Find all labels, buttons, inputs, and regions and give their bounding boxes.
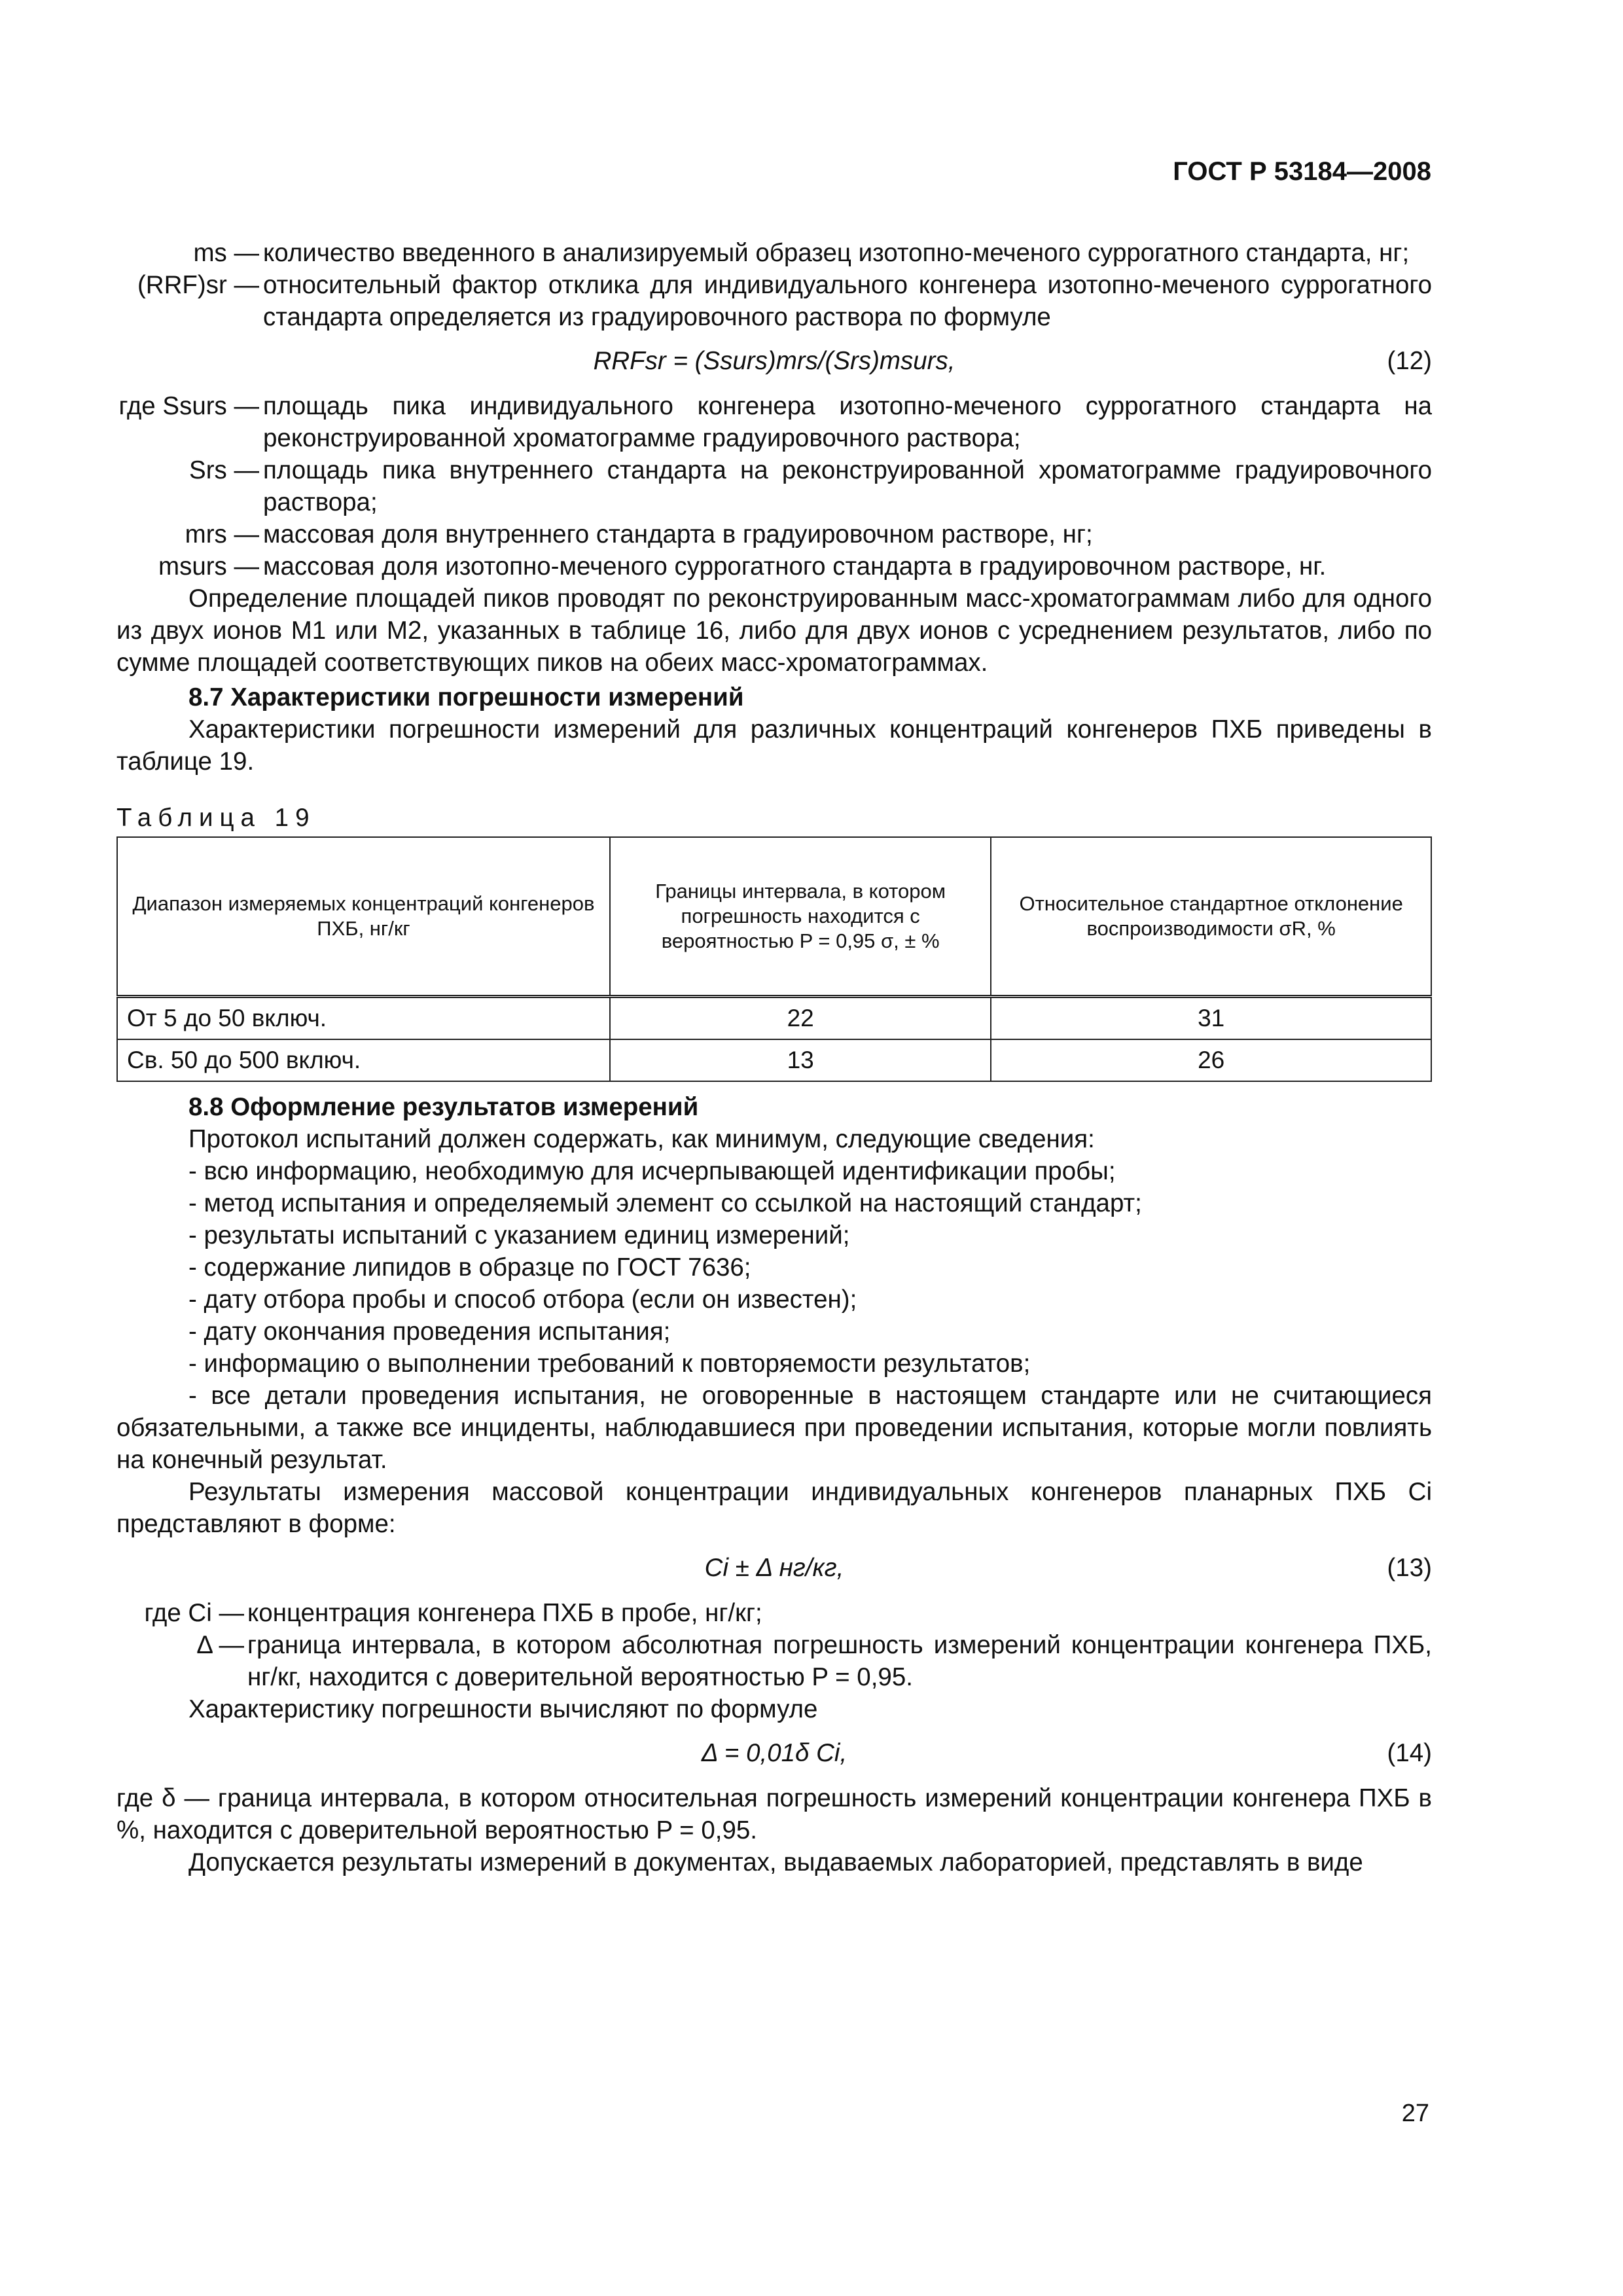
formula-text: Δ = 0,01δ Ci, (701, 1739, 847, 1767)
definition-text: граница интервала, в котором абсолютная погрешность измерений концентрации конгенера ПХБ, нг/кг, находится с доверительной вероятностью P = 0,95. (247, 1631, 1432, 1691)
document-header: ГОСТ Р 53184—2008 (1173, 157, 1431, 186)
definition-term: Srs — (189, 456, 259, 484)
list-item: - всю информацию, необходимую для исчерпывающей идентификации пробы; (188, 1157, 1116, 1185)
table-header-cell: Относительное стандартное отклонение воспроизводимости σR, % (991, 837, 1431, 997)
paragraph-8-8: Протокол испытаний должен содержать, как минимум, следующие сведения: (188, 1125, 1095, 1153)
table-header-cell: Границы интервала, в котором погрешность находится с вероятностью P = 0,95 σ, ± % (610, 837, 991, 997)
paragraph-calc: Характеристику погрешности вычисляют по формуле (188, 1695, 818, 1723)
definition-text: количество введенного в анализируемый образец изотопно-меченого суррогатного стандарта, нг; (263, 239, 1410, 267)
definition-term: (RRF)sr — (137, 271, 259, 299)
list-item: - содержание липидов в образце по ГОСТ 7636; (188, 1253, 751, 1282)
formula-number: (12) (1387, 347, 1432, 375)
list-item: - информацию о выполнении требований к повторяемости результатов; (188, 1350, 1031, 1378)
list-item: - результаты испытаний с указанием единиц измерений; (188, 1221, 850, 1249)
definition-srs (116, 454, 1432, 518)
paragraph-last: Допускается результаты измерений в документах, выдаваемых лабораторией, представлять в виде (188, 1848, 1363, 1876)
paragraph-peaks: Определение площадей пиков проводят по реконструированным масс-хроматограммам либо для одного из двух ионов М1 или М2, указанных в таблице 16, либо для двух ионов с усреднением результатов, либо по сумме площадей соответствующих пиков на обеих масс-хроматограммах. (116, 584, 1432, 677)
table-cell: 31 (991, 997, 1431, 1040)
definition-ms (116, 237, 1432, 269)
definition-ssurs (116, 390, 1432, 454)
list-item-last: - все детали проведения испытания, не оговоренные в настоящем стандарте или не считающиеся обязательными, а также все инциденты, наблюдавшиеся при проведении испытания, которые могли повлиять на конечный результат. (116, 1382, 1432, 1474)
formula-number: (13) (1387, 1554, 1432, 1582)
definition-term: где Ssurs — (118, 392, 259, 420)
definition-text: массовая доля изотопно-меченого суррогатного стандарта в градуировочном растворе, нг. (263, 552, 1327, 581)
definition-delta-relative: где δ — граница интервала, в котором относительная погрешность измерений концентрации конгенера ПХБ в %, находится с доверительной вероятностью P = 0,95. (116, 1784, 1432, 1844)
definition-term: mrs — (185, 520, 259, 548)
formula-12 (116, 345, 1432, 377)
definition-text: относительный фактор отклика для индивидуального конгенера изотопно-меченого суррогатного стандарта определяется из градуировочного раствора по формуле (263, 271, 1432, 331)
table-cell: Св. 50 до 500 включ. (117, 1039, 610, 1081)
formula-13 (116, 1552, 1432, 1584)
section-heading-8-7: 8.7 Характеристики погрешности измерений (188, 683, 744, 711)
table-header-row (117, 837, 1431, 997)
definition-text: площадь пика индивидуального конгенера изотопно-меченого суррогатного стандарта на реконструированной хроматограмме градуировочного раствора; (263, 392, 1432, 452)
page-number: 27 (1401, 2100, 1429, 2127)
definition-term: Δ — (196, 1631, 244, 1659)
formula-14 (116, 1737, 1432, 1769)
definition-msurs (116, 550, 1432, 583)
table-cell: 22 (610, 997, 991, 1040)
table-cell: 26 (991, 1039, 1431, 1081)
section-heading-8-8: 8.8 Оформление результатов измерений (188, 1093, 699, 1121)
table-caption: Таблица 19 (116, 804, 316, 832)
table-row (117, 1039, 1431, 1081)
list-item: - дату окончания проведения испытания; (188, 1318, 671, 1346)
table-cell: От 5 до 50 включ. (117, 997, 610, 1040)
definition-text: концентрация конгенера ПХБ в пробе, нг/кг; (247, 1599, 762, 1627)
definition-delta (116, 1629, 1432, 1693)
results-table (116, 836, 1432, 1082)
formula-number: (14) (1387, 1739, 1432, 1767)
formula-text: RRFsr = (Ssurs)mrs/(Srs)msurs, (593, 347, 955, 375)
page-content (116, 237, 1432, 1878)
list-item: - дату отбора пробы и способ отбора (если он известен); (188, 1285, 857, 1314)
definition-mrs (116, 518, 1432, 550)
paragraph-result-form: Результаты измерения массовой концентрации индивидуальных конгенеров планарных ПХБ Ci представляют в форме: (116, 1478, 1432, 1538)
definition-term: где Ci — (144, 1599, 244, 1627)
definition-text: площадь пика внутреннего стандарта на реконструированной хроматограмме градуировочного раствора; (263, 456, 1432, 516)
paragraph-8-7: Характеристики погрешности измерений для различных концентраций конгенеров ПХБ приведены в таблице 19. (116, 715, 1432, 776)
definition-term: ms — (193, 239, 259, 267)
definition-rrf (116, 269, 1432, 333)
definition-ci (116, 1597, 1432, 1629)
formula-text: Ci ± Δ нг/кг, (704, 1554, 844, 1582)
definition-text: массовая доля внутреннего стандарта в градуировочном растворе, нг; (263, 520, 1093, 548)
table-cell: 13 (610, 1039, 991, 1081)
table-row (117, 997, 1431, 1040)
list-item: - метод испытания и определяемый элемент со ссылкой на настоящий стандарт; (188, 1189, 1142, 1217)
table-header-cell: Диапазон измеряемых концентраций конгенеров ПХБ, нг/кг (117, 837, 610, 997)
definition-term: msurs — (158, 552, 259, 581)
